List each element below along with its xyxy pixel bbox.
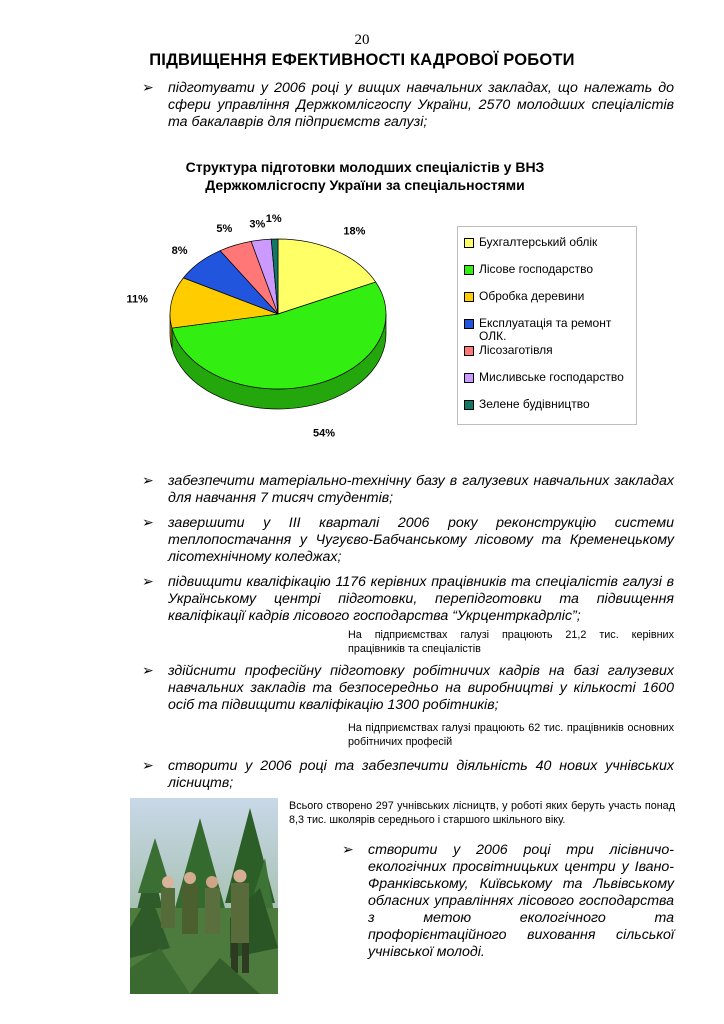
legend-label: Експлуатація та ремонт ОЛК. — [479, 316, 612, 343]
pie-chart — [120, 212, 440, 457]
arrow-bullet-icon: ➢ — [142, 573, 154, 589]
bullet-item — [142, 79, 674, 131]
arrow-bullet-icon: ➢ — [342, 841, 354, 857]
legend-label: Бухгалтерський облік — [479, 235, 598, 249]
arrow-bullet-icon: ➢ — [142, 472, 154, 488]
legend-item — [464, 371, 629, 384]
bullet-text: підвищити кваліфікацію 1176 керівних працівників та спеціалістів галузі в Українському центрі підготовки, перепідготовки та підвищення кваліфікації кадрів лісового господарства “Укрцентркадрліс”; — [168, 574, 674, 624]
pie-value-label: 5% — [216, 222, 233, 235]
legend-swatch — [464, 292, 474, 302]
chart-legend — [457, 226, 637, 425]
arrow-bullet-icon: ➢ — [142, 757, 154, 773]
legend-item — [464, 398, 629, 411]
bullet-item — [142, 662, 674, 714]
legend-item — [464, 236, 629, 249]
legend-swatch — [464, 373, 474, 383]
arrow-bullet-icon: ➢ — [142, 662, 154, 678]
legend-label: Зелене будівництво — [479, 397, 590, 411]
bullet-text: підготувати у 2006 році у вищих навчальних закладах, що належать до сфери управління Держкомлісгоспу України, 2570 молодших спеціалістів та бакалаврів для підприємств галузі; — [168, 80, 674, 130]
legend-label: Лісове господарство — [479, 262, 594, 276]
bullet-text: завершити у ІІІ кварталі 2006 року реконструкцію системи теплопостачання у Чугуєво-Бабчанському лісовому та Кременецькому лісотехнічному коледжах; — [168, 515, 674, 565]
bullet-text: створити у 2006 році та забезпечити діяльність 40 нових учнівських лісництв; — [168, 758, 674, 791]
students-forest-photo — [130, 798, 278, 994]
legend-swatch — [464, 238, 474, 248]
side-note: На підприємствах галузі працюють 21,2 тис. керівних працівників та спеціалістів — [348, 629, 674, 655]
page-number: 20 — [354, 32, 370, 48]
arrow-bullet-icon: ➢ — [142, 514, 154, 530]
bullet-text: створити у 2006 році три лісівничо-екологічних просвітницьких центри у Івано-Франківському, Київському та Львівському обласних управліннях лісового господарства з метою екологічного та профорієнтаційного виховання сільської учнівської молоді. — [368, 842, 674, 960]
bullet-item — [142, 757, 674, 792]
bullet-text: забезпечити матеріально-технічну базу в галузевих навчальних закладах для навчання 7 тисяч студентів; — [168, 473, 674, 506]
bullet-item — [142, 514, 674, 566]
legend-label: Лісозаготівля — [479, 343, 553, 357]
legend-item — [464, 290, 629, 303]
legend-swatch — [464, 265, 474, 275]
side-note: На підприємствах галузі працюють 62 тис. працівників основних робітничих професій — [348, 722, 674, 748]
side-note: Всього створено 297 учнівських лісництв, у роботі яких беруть участь понад 8,3 тис. школярів середнього і старшого шкільного віку. — [289, 800, 675, 826]
bullet-item — [342, 841, 674, 961]
legend-swatch — [464, 400, 474, 410]
legend-swatch — [464, 346, 474, 356]
legend-item — [464, 344, 629, 357]
arrow-bullet-icon: ➢ — [142, 79, 154, 95]
bullet-text: здійснити професійну підготовку робітничих кадрів на базі галузевих навчальних закладів та безпосередньо на виробництві у кількості 1600 осіб та підвищити кваліфікацію 1300 робітників; — [168, 663, 674, 713]
pie-value-label: 1% — [265, 213, 282, 226]
pie-value-label: 3% — [249, 218, 266, 231]
pie-value-label: 54% — [313, 427, 336, 440]
legend-item — [464, 263, 629, 276]
pie-value-label: 18% — [343, 225, 366, 238]
legend-item — [464, 317, 629, 343]
bullet-item — [142, 573, 674, 625]
legend-label: Обробка деревини — [479, 289, 585, 303]
page-title: ПІДВИЩЕННЯ ЕФЕКТИВНОСТІ КАДРОВОЇ РОБОТИ — [149, 51, 575, 69]
bullet-item — [142, 472, 674, 507]
legend-swatch — [464, 319, 474, 329]
pie-value-label: 8% — [171, 244, 188, 257]
legend-label: Мисливське господарство — [479, 370, 624, 384]
pie-value-label: 11% — [126, 293, 148, 306]
chart-title: Структура підготовки молодших спеціалістів у ВНЗ Держкомлісгоспу України за спеціальностями — [185, 159, 545, 193]
